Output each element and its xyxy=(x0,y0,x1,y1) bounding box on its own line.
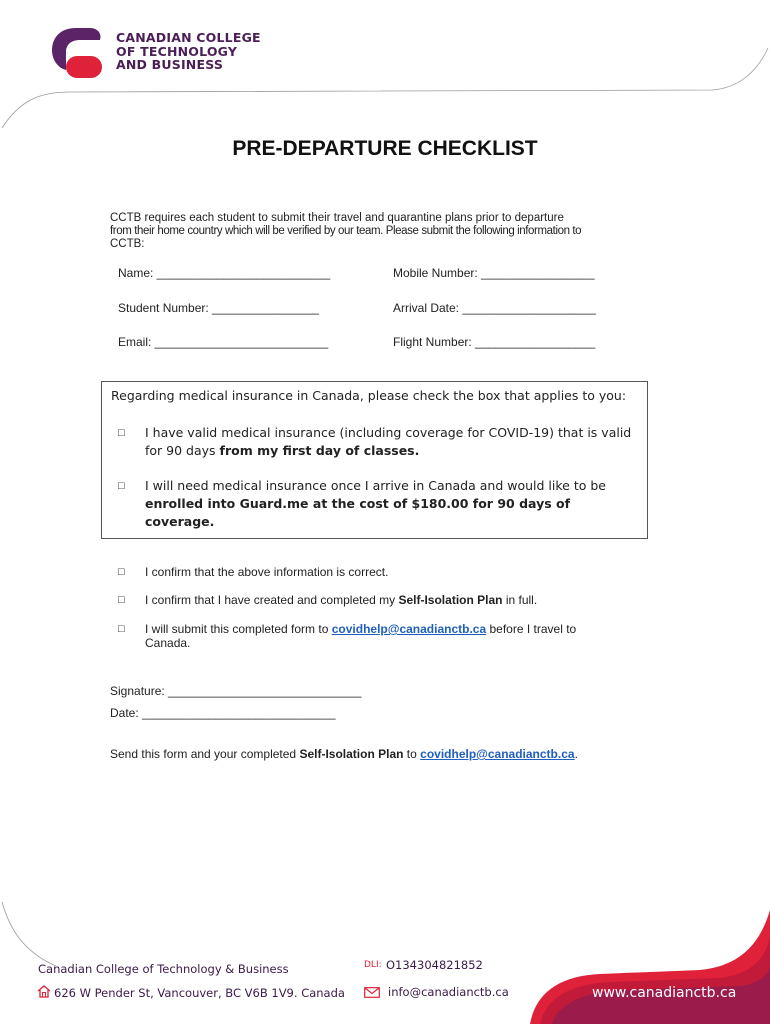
footer-website[interactable]: www.canadianctb.ca xyxy=(592,985,737,1001)
footer-college-name: Canadian College of Technology & Business xyxy=(38,962,289,976)
footer-email[interactable]: info@canadianctb.ca xyxy=(388,985,509,999)
insurance-option1-text: I have valid medical insurance (including coverage for COVID-19) that is valid for 90 days from my first day of classes. xyxy=(145,425,632,458)
insurance-option2-checkbox[interactable]: □ xyxy=(118,480,125,492)
confirm-info-text: I confirm that the above information is correct. xyxy=(145,565,389,579)
student-number-field[interactable]: Student Number: ________________ xyxy=(118,301,319,315)
header-decorative-curve xyxy=(0,40,770,140)
insurance-option2-text: I will need medical insurance once I arrive in Canada and would like to be enrolled into Guard.me at the cost of $180.00 for 90 days of coverage. xyxy=(145,478,606,529)
send-instruction: Send this form and your completed Self-Isolation Plan to covidhelp@canadianctb.ca. xyxy=(110,747,578,761)
college-name-logo-text: CANADIAN COLLEGE OF TECHNOLOGY AND BUSINESS xyxy=(116,30,261,72)
flight-number-field[interactable]: Flight Number: __________________ xyxy=(393,335,596,349)
home-icon xyxy=(37,985,51,998)
confirm-submit-text: I will submit this completed form to covidhelp@canadianctb.ca before I travel to Canada. xyxy=(145,622,577,650)
dli-label: DLI: xyxy=(364,960,382,970)
email-field[interactable]: Email: __________________________ xyxy=(118,335,329,349)
mobile-number-field[interactable]: Mobile Number: _________________ xyxy=(393,266,595,280)
arrival-date-field[interactable]: Arrival Date: ____________________ xyxy=(393,301,596,315)
intro-paragraph: CCTB requires each student to submit their travel and quarantine plans prior to departure from their home country which will be verified by our team. Please submit the following information to CCTB: xyxy=(110,212,582,250)
footer-corner-curve xyxy=(0,900,60,970)
send-email-link[interactable]: covidhelp@canadianctb.ca xyxy=(420,747,575,761)
footer-address: 626 W Pender St, Vancouver, BC V6B 1V9. Canada xyxy=(54,986,345,1000)
dli-number: O134304821852 xyxy=(386,958,483,972)
confirm-info-checkbox[interactable]: □ xyxy=(118,566,125,578)
insurance-heading: Regarding medical insurance in Canada, please check the box that applies to you: xyxy=(111,388,627,403)
signature-field[interactable]: Signature: _____________________________ xyxy=(110,684,362,698)
page-title: PRE-DEPARTURE CHECKLIST xyxy=(232,137,538,160)
insurance-option1-checkbox[interactable]: □ xyxy=(118,427,125,439)
mail-icon xyxy=(364,987,380,998)
date-field[interactable]: Date: _____________________________ xyxy=(110,706,336,720)
confirm-submit-checkbox[interactable]: □ xyxy=(118,623,125,635)
covidhelp-email-link[interactable]: covidhelp@canadianctb.ca xyxy=(331,622,487,636)
footer-decorative-swoosh xyxy=(0,880,770,1024)
confirm-isolation-plan-checkbox[interactable]: □ xyxy=(118,594,125,606)
confirm-isolation-plan-text: I confirm that I have created and completed my Self-Isolation Plan in full. xyxy=(145,593,538,607)
name-field[interactable]: Name: __________________________ xyxy=(118,266,331,280)
